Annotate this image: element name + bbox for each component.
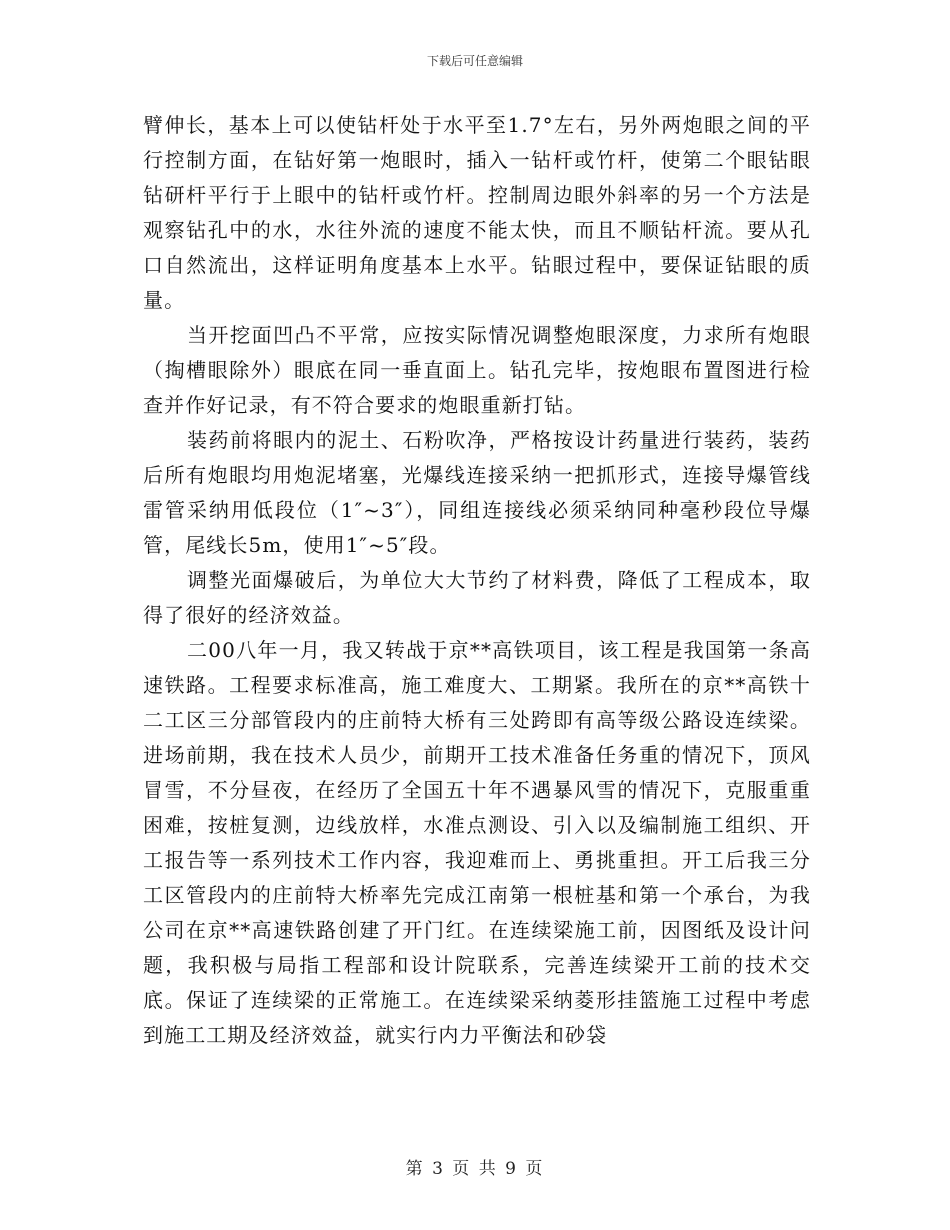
paragraph-benefit: 调整光面爆破后，为单位大大节约了材料费，降低了工程成本，取得了很好的经济效益。 bbox=[143, 568, 811, 627]
paragraph-continuation: 臂伸长，基本上可以使钻杆处于水平至1.7°左右，另外两炮眼之间的平行控制方面，在钻好第一炮眼时，插入一钻杆或竹杆，使第二个眼钻眼钻研杆平行于上眼中的钻杆或竹杆。控制周边眼外斜率的另一个方法是观察钻孔中的水，水往外流的速度不能太快，而且不顺钻杆流。要从孔口自然流出，这样证明角度基本上水平。钻眼过程中，要保证钻眼的质量。 bbox=[143, 113, 811, 312]
paragraph-high-speed-rail: 二00八年一月，我又转战于京**高铁项目，该工程是我国第一条高速铁路。工程要求标准高，施工难度大、工期紧。我所在的京**高铁十二工区三分部管段内的庄前特大桥有三处跨即有高等级公路设连续梁。进场前期，我在技术人员少，前期开工技术准备任务重的情况下，顶风冒雪，不分昼夜，在经历了全国五十年不遇暴风雪的情况下，克服重重困难，按桩复测，边线放样，水准点测设、引入以及编制施工组织、开工报告等一系列技术工作内容，我迎难而上、勇挑重担。开工后我三分工区管段内的庄前特大桥率先完成江南第一根桩基和第一个承台，为我公司在京**高速铁路创建了开门红。在连续梁施工前，因图纸及设计问题，我积极与局指工程部和设计院联系，完善连续梁开工前的技术交底。保证了连续梁的正常施工。在连续梁采纳菱形挂篮施工过程中考虑到施工工期及经济效益，就实行内力平衡法和砂袋 bbox=[143, 638, 811, 1047]
document-body bbox=[143, 108, 811, 1053]
paragraph-excavation-surface: 当开挖面凹凸不平常，应按实际情况调整炮眼深度，力求所有炮眼（掏槽眼除外）眼底在同一垂直面上。钻孔完毕，按炮眼布置图进行检查并作好记录，有不符合要求的炮眼重新打钻。 bbox=[143, 323, 811, 417]
paragraph-charging: 装药前将眼内的泥土、石粉吹净，严格按设计药量进行装药，装药后所有炮眼均用炮泥堵塞，光爆线连接采纳一把抓形式，连接导爆管线雷管采纳用低段位（1″~3″），同组连接线必须采纳同种毫秒段位导爆管，尾线长5m，使用1″~5″段。 bbox=[143, 428, 811, 557]
page-footer: 第 3 页 共 9 页 bbox=[405, 1159, 545, 1179]
page-header: 下载后可任意编辑 bbox=[426, 54, 523, 68]
